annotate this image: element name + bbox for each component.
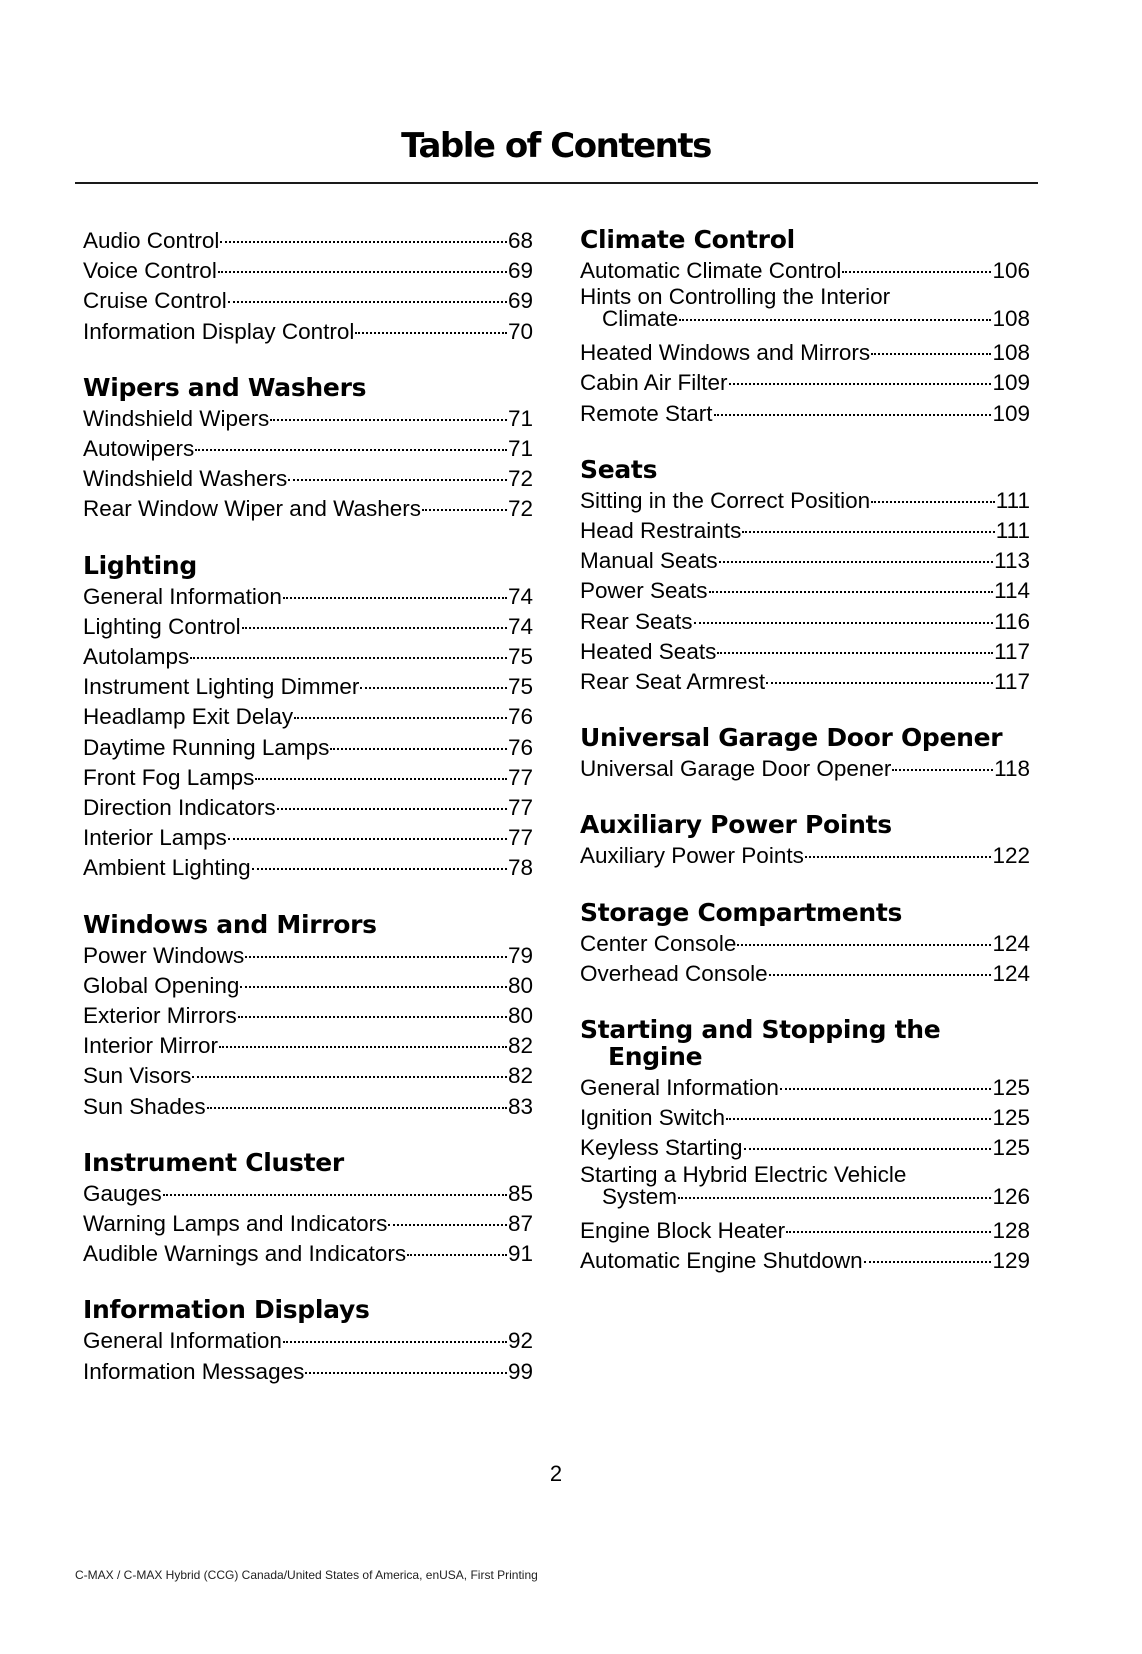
toc-entry[interactable]	[83, 1031, 533, 1061]
toc-entry[interactable]	[83, 1239, 533, 1269]
dot-leader	[805, 856, 992, 858]
dot-leader	[242, 627, 507, 629]
toc-entry-page-number: 76	[507, 704, 533, 730]
toc-entry[interactable]	[83, 941, 533, 971]
toc-entry-label: Heated Windows and Mirrors	[580, 340, 871, 366]
dot-leader	[842, 271, 991, 273]
toc-section-heading[interactable]: Information Displays	[83, 1295, 370, 1325]
toc-entry-label: Automatic Climate Control	[580, 258, 842, 283]
toc-entry-page-number: 92	[507, 1328, 533, 1354]
toc-section	[83, 552, 533, 884]
toc-entry-page-number: 106	[992, 258, 1030, 283]
toc-entry[interactable]	[580, 368, 1030, 398]
toc-entry-label: Keyless Starting	[580, 1135, 743, 1161]
toc-entry-label: Ambient Lighting	[83, 855, 251, 881]
toc-entry-page-number: 76	[507, 734, 533, 760]
toc-left-column	[83, 226, 533, 1414]
dot-leader	[892, 769, 993, 771]
toc-entry-page-number: 125	[992, 1075, 1030, 1101]
dot-leader	[694, 622, 994, 624]
toc-entry-label: Overhead Console	[580, 960, 768, 986]
toc-entry-page-number: 116	[994, 608, 1030, 634]
dot-leader	[737, 944, 991, 946]
toc-entry-label: Audible Warnings and Indicators	[83, 1241, 407, 1267]
dot-leader	[422, 509, 507, 511]
toc-entry[interactable]	[83, 1061, 533, 1091]
dot-leader	[330, 748, 507, 750]
dot-leader	[871, 501, 995, 503]
toc-entry-label: Hints on Controlling the Interior	[580, 284, 891, 310]
toc-entry[interactable]	[83, 494, 533, 524]
toc-entry[interactable]	[580, 546, 1030, 576]
toc-entry-page-number: 87	[507, 1211, 533, 1237]
toc-entry-page-number: 77	[507, 825, 533, 851]
dot-leader	[360, 687, 507, 689]
dot-leader	[228, 838, 507, 840]
toc-right-column	[580, 226, 1030, 1303]
toc-left-sections	[83, 374, 533, 1387]
dot-leader	[195, 449, 507, 451]
toc-entry[interactable]	[580, 286, 1030, 330]
toc-entry-page-number: 91	[507, 1241, 533, 1267]
toc-entry-label: Cruise Control	[83, 288, 227, 314]
toc-section-heading[interactable]: Wipers and Washers	[83, 372, 367, 402]
toc-entry-page-number: 117	[994, 638, 1030, 664]
dot-leader	[283, 1341, 507, 1343]
dot-leader	[786, 1231, 991, 1233]
toc-entry-label: Gauges	[83, 1180, 162, 1206]
toc-entry[interactable]	[580, 399, 1030, 429]
toc-entry[interactable]	[83, 286, 533, 316]
toc-entry-label: Ignition Switch	[580, 1105, 726, 1131]
toc-entry-label: Head Restraints	[580, 518, 742, 544]
toc-entry-label: Auxiliary Power Points	[580, 843, 804, 869]
toc-entry-label: Global Opening	[83, 972, 240, 998]
toc-entry-page-number: 71	[507, 436, 533, 462]
dot-leader	[238, 1016, 507, 1018]
toc-entry-label: Cabin Air Filter	[580, 370, 728, 396]
page-title: Table of Contents	[401, 126, 711, 166]
toc-section-heading[interactable]: Seats	[580, 454, 658, 484]
dot-leader	[245, 956, 507, 958]
toc-entry-page-number: 68	[507, 228, 533, 253]
toc-entry[interactable]	[83, 256, 533, 286]
toc-entry-label: Heated Seats	[580, 638, 717, 664]
dot-leader	[742, 531, 994, 533]
toc-entry-label: Direction Indicators	[83, 795, 276, 821]
toc-entry-page-number: 124	[992, 960, 1030, 986]
toc-entry-label: Interior Lamps	[83, 825, 227, 851]
toc-entry-label: Interior Mirror	[83, 1033, 219, 1059]
toc-section	[83, 911, 533, 1122]
dot-leader	[407, 1254, 507, 1256]
toc-entry-page-number: 77	[507, 764, 533, 790]
toc-entry[interactable]	[580, 929, 1030, 959]
toc-entry[interactable]	[580, 1161, 1030, 1209]
dot-leader	[228, 301, 507, 303]
toc-entry[interactable]	[83, 1092, 533, 1122]
dot-leader	[219, 1046, 507, 1048]
toc-entry-label: Autowipers	[83, 436, 195, 462]
dot-leader	[679, 319, 991, 321]
dot-leader	[871, 353, 991, 355]
toc-entry[interactable]	[83, 317, 533, 347]
toc-entry[interactable]	[83, 733, 533, 763]
toc-entry-label: Instrument Lighting Dimmer	[83, 674, 360, 700]
toc-entry-label: Sitting in the Correct Position	[580, 487, 871, 513]
toc-section-heading[interactable]: Windows and Mirrors	[83, 909, 377, 939]
toc-entry[interactable]	[580, 841, 1030, 871]
toc-entry[interactable]	[83, 1209, 533, 1239]
toc-entry[interactable]	[580, 1073, 1030, 1103]
toc-entry-label: General Information	[83, 583, 282, 609]
toc-entry-page-number: 72	[507, 466, 533, 492]
toc-entry[interactable]	[83, 434, 533, 464]
toc-entry-page-number: 111	[995, 518, 1030, 544]
toc-entry-label: Rear Window Wiper and Washers	[83, 496, 422, 522]
toc-entry[interactable]	[83, 672, 533, 702]
toc-entry-page-number: 82	[507, 1033, 533, 1059]
toc-entry-page-number: 70	[507, 318, 533, 344]
toc-entry-label: Sun Shades	[83, 1093, 206, 1119]
toc-entry[interactable]	[580, 754, 1030, 784]
toc-entry-label: Exterior Mirrors	[83, 1003, 237, 1029]
dot-leader	[190, 657, 507, 659]
toc-entry-page-number: 125	[992, 1105, 1030, 1131]
toc-entry-page-number: 125	[992, 1135, 1030, 1161]
toc-entry-label: Voice Control	[83, 258, 217, 284]
footer-edition-text: C-MAX / C-MAX Hybrid (CCG) Canada/United States of America, enUSA, First Printing	[75, 1568, 538, 1582]
toc-entry-label: Manual Seats	[580, 548, 718, 574]
toc-entry-label: Remote Start	[580, 400, 713, 426]
toc-right-sections	[580, 226, 1030, 1276]
toc-entry-page-number: 80	[507, 972, 533, 998]
toc-section	[83, 1296, 533, 1386]
toc-entry-page-number: 129	[992, 1247, 1030, 1273]
toc-entry[interactable]	[83, 793, 533, 823]
dot-leader	[192, 1076, 507, 1078]
dot-leader	[714, 414, 992, 416]
page-number: 2	[549, 1461, 563, 1486]
dot-leader	[240, 986, 507, 988]
toc-entry[interactable]	[83, 642, 533, 672]
toc-entry-page-number: 128	[992, 1217, 1030, 1243]
toc-entry[interactable]	[83, 226, 533, 256]
toc-entry[interactable]	[83, 1179, 533, 1209]
dot-leader	[220, 241, 507, 243]
toc-entry-page-number: 75	[507, 674, 533, 700]
dot-leader	[780, 1088, 992, 1090]
toc-section-heading[interactable]: Lighting	[83, 550, 198, 580]
toc-entry-page-number: 69	[507, 288, 533, 314]
toc-entry-label: Daytime Running Lamps	[83, 734, 330, 760]
toc-entry-page-number: 75	[507, 644, 533, 670]
toc-intro-group	[83, 226, 533, 347]
dot-leader	[218, 271, 507, 273]
dot-leader	[207, 1107, 507, 1109]
toc-entry[interactable]	[580, 338, 1030, 368]
toc-entry-label: Power Seats	[580, 578, 708, 604]
toc-entry-page-number: 85	[507, 1180, 533, 1206]
dot-leader	[277, 808, 507, 810]
toc-entry[interactable]	[580, 959, 1030, 989]
dot-leader	[769, 974, 992, 976]
toc-entry[interactable]	[83, 404, 533, 434]
toc-section-heading[interactable]: Starting and Stopping the Engine	[580, 1015, 941, 1072]
toc-section-heading[interactable]: Auxiliary Power Points	[580, 810, 892, 840]
toc-section	[580, 724, 1030, 784]
toc-entry-page-number: 111	[995, 487, 1030, 513]
dot-leader	[163, 1194, 507, 1196]
dot-leader	[255, 778, 507, 780]
toc-entry[interactable]	[83, 853, 533, 883]
dot-leader	[288, 479, 507, 481]
toc-entry-page-number: 78	[507, 855, 533, 881]
toc-entry-label: Warning Lamps and Indicators	[83, 1211, 388, 1237]
toc-entry-page-number: 69	[507, 258, 533, 284]
toc-entry[interactable]	[83, 1357, 533, 1387]
toc-entry-label: Automatic Engine Shutdown	[580, 1247, 863, 1273]
toc-entry-page-number: 117	[994, 669, 1030, 695]
toc-entry-label: Universal Garage Door Opener	[580, 756, 892, 782]
toc-entry[interactable]	[83, 763, 533, 793]
toc-section	[83, 374, 533, 525]
toc-entry[interactable]	[83, 971, 533, 1001]
toc-entry-page-number: 83	[507, 1093, 533, 1119]
toc-entry-page-number: 74	[507, 583, 533, 609]
toc-entry-page-number: 108	[992, 306, 1030, 332]
toc-entry[interactable]	[83, 1326, 533, 1356]
toc-entry-page-number: 79	[507, 942, 533, 968]
toc-entry-label: Front Fog Lamps	[83, 764, 255, 790]
toc-entry[interactable]	[580, 637, 1030, 667]
toc-entry-label: Power Windows	[83, 942, 245, 968]
toc-entry-label: Information Display Control	[83, 318, 355, 344]
toc-entry-label-continued: System	[602, 1183, 678, 1209]
dot-leader	[729, 383, 992, 385]
toc-entry[interactable]	[580, 516, 1030, 546]
toc-entry[interactable]	[83, 464, 533, 494]
toc-entry-label: Lighting Control	[83, 613, 241, 639]
toc-section	[580, 1016, 1030, 1276]
toc-entry-page-number: 71	[507, 405, 533, 431]
toc-entry-page-number: 114	[994, 578, 1030, 604]
toc-entry-label: Sun Visors	[83, 1063, 192, 1089]
dot-leader	[270, 419, 507, 421]
toc-entry-label: General Information	[83, 1328, 282, 1354]
toc-entry-label: Audio Control	[83, 228, 220, 253]
toc-entry-label: Rear Seats	[580, 608, 693, 634]
toc-entry[interactable]	[83, 612, 533, 642]
toc-entry-page-number: 109	[992, 370, 1030, 396]
toc-entry[interactable]	[83, 702, 533, 732]
dot-leader	[709, 591, 994, 593]
dot-leader	[294, 717, 507, 719]
dot-leader	[355, 332, 507, 334]
dot-leader	[717, 652, 993, 654]
toc-entry-label: Headlamp Exit Delay	[83, 704, 294, 730]
toc-entry[interactable]	[580, 667, 1030, 697]
toc-entry[interactable]	[580, 1103, 1030, 1133]
toc-section-heading[interactable]: Storage Compartments	[580, 897, 903, 927]
toc-entry-page-number: 118	[994, 756, 1030, 782]
dot-leader	[305, 1372, 507, 1374]
toc-entry[interactable]	[83, 582, 533, 612]
toc-entry-continuation	[580, 1183, 1030, 1209]
toc-entry[interactable]	[580, 1246, 1030, 1276]
toc-entry-continuation	[580, 308, 1030, 330]
toc-entry-label: Starting a Hybrid Electric Vehicle	[580, 1161, 907, 1187]
toc-entry[interactable]	[580, 576, 1030, 606]
toc-entry[interactable]	[580, 607, 1030, 637]
toc-entry-label: General Information	[580, 1075, 779, 1101]
dot-leader	[252, 868, 507, 870]
toc-entry-label-continued: Climate	[602, 306, 679, 332]
dot-leader	[864, 1261, 992, 1263]
toc-entry[interactable]	[83, 823, 533, 853]
toc-entry-page-number: 108	[992, 340, 1030, 366]
toc-entry[interactable]	[580, 486, 1030, 516]
toc-entry-label: Autolamps	[83, 644, 190, 670]
toc-section-heading[interactable]: Universal Garage Door Opener	[580, 723, 1003, 753]
toc-entry-label: Engine Block Heater	[580, 1217, 786, 1243]
title-divider	[75, 182, 1038, 184]
toc-section	[580, 811, 1030, 871]
toc-entry-page-number: 74	[507, 613, 533, 639]
dot-leader	[719, 561, 994, 563]
toc-section	[83, 1149, 533, 1270]
toc-entry-label: Information Messages	[83, 1358, 305, 1384]
toc-entry-page-number: 77	[507, 795, 533, 821]
dot-leader	[744, 1148, 992, 1150]
toc-section	[580, 899, 1030, 989]
dot-leader	[766, 682, 993, 684]
dot-leader	[283, 597, 507, 599]
toc-entry[interactable]	[580, 256, 1030, 286]
toc-section-heading[interactable]: Instrument Cluster	[83, 1147, 344, 1177]
toc-section	[580, 226, 1030, 429]
toc-section	[580, 456, 1030, 697]
dot-leader	[726, 1118, 991, 1120]
toc-entry[interactable]	[580, 1133, 1030, 1163]
toc-entry[interactable]	[580, 1216, 1030, 1246]
toc-entry-page-number: 126	[992, 1183, 1030, 1209]
dot-leader	[678, 1197, 991, 1199]
toc-entry-label: Center Console	[580, 930, 737, 956]
toc-entry-label: Rear Seat Armrest	[580, 669, 766, 695]
toc-entry-page-number: 109	[992, 400, 1030, 426]
toc-entry-page-number: 122	[992, 843, 1030, 869]
toc-entry-label: Windshield Washers	[83, 466, 288, 492]
toc-entry-page-number: 80	[507, 1003, 533, 1029]
toc-entry[interactable]	[83, 1001, 533, 1031]
toc-entry-page-number: 113	[994, 548, 1030, 574]
toc-entry-label: Windshield Wipers	[83, 405, 270, 431]
toc-entry-page-number: 124	[992, 930, 1030, 956]
toc-section-heading[interactable]: Climate Control	[580, 225, 795, 254]
toc-entry-page-number: 82	[507, 1063, 533, 1089]
dot-leader	[388, 1224, 507, 1226]
toc-entry-page-number: 72	[507, 496, 533, 522]
toc-entry-page-number: 99	[507, 1358, 533, 1384]
